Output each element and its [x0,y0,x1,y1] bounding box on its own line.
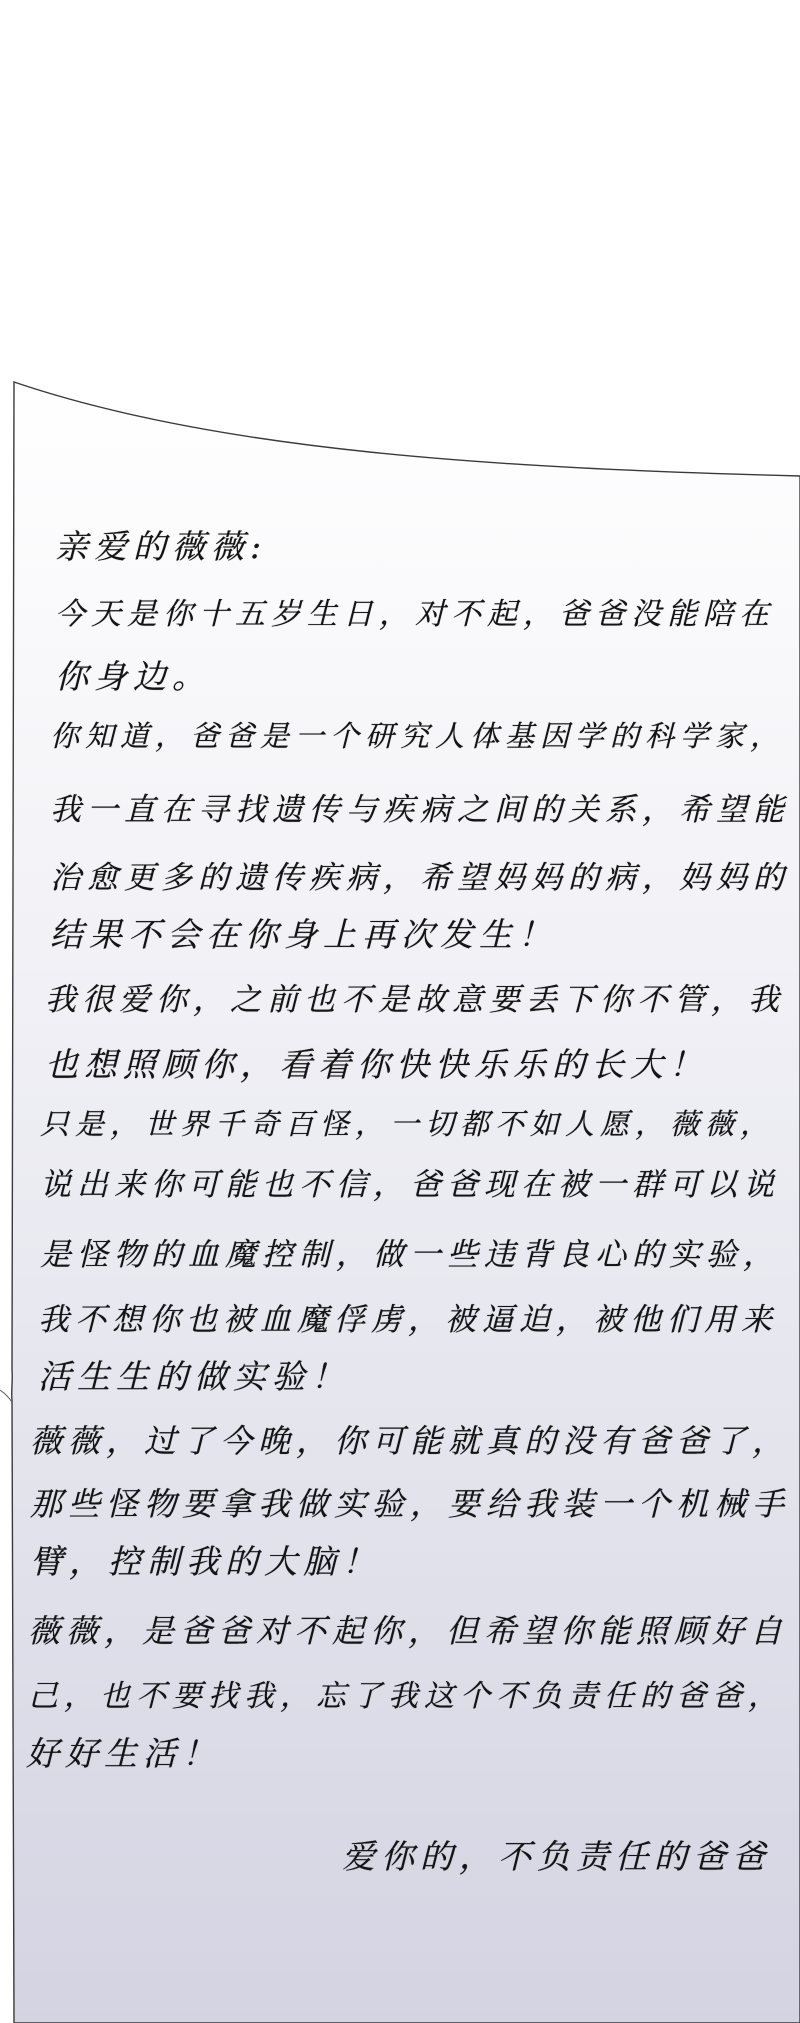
letter-line: 只是，世界千奇百怪，一切都不如人愿，薇薇， [40,1107,776,1141]
letter-signature: 爱你的，不负责任的爸爸 [342,1837,771,1876]
letter-line: 结果不会在你身上再次发生！ [50,915,557,954]
letter-line: 今天是你十五岁生日，对不起，爸爸没能陪在 [55,597,775,632]
letter-line: 也想照顾你，看着你快快乐乐的长大！ [45,1045,708,1084]
letter-line: 那些怪物要拿我做实验，要给我装一个机械手 [30,1485,791,1523]
letter-line: 薇薇，是爸爸对不起你，但希望你能照顾好自 [28,1612,789,1650]
letter-line: 我不想你也被血魔俘虏，被逼迫，被他们用来 [38,1302,778,1338]
letter-line: 活生生的做实验！ [38,1357,350,1396]
letter-line: 我一直在寻找遗传与疾病之间的关系，希望能 [50,792,790,828]
letter-line: 治愈更多的遗传疾病，希望妈妈的病，妈妈的 [50,860,790,896]
letter-line: 你身边。 [55,657,211,696]
letter-line: 薇薇，过了今晚，你可能就真的没有爸爸了， [30,1422,791,1460]
letter-line: 我很爱你，之前也不是故意要丢下你不管，我 [45,982,785,1018]
letter-line: 你知道，爸爸是一个研究人体基因学的科学家， [50,719,786,753]
letter-line: 己，也不要找我，忘了我这个不负责任的爸爸， [28,1679,784,1714]
letter-line: 臂，控制我的大脑！ [30,1542,381,1581]
letter-line: 说出来你可能也不信，爸爸现在被一群可以说 [40,1167,780,1203]
letter-salutation: 亲爱的薇薇: [55,527,268,566]
letter-line: 好好生活！ [26,1734,221,1773]
letter-line: 是怪物的血魔控制，做一些违背良心的实验， [40,1237,780,1273]
